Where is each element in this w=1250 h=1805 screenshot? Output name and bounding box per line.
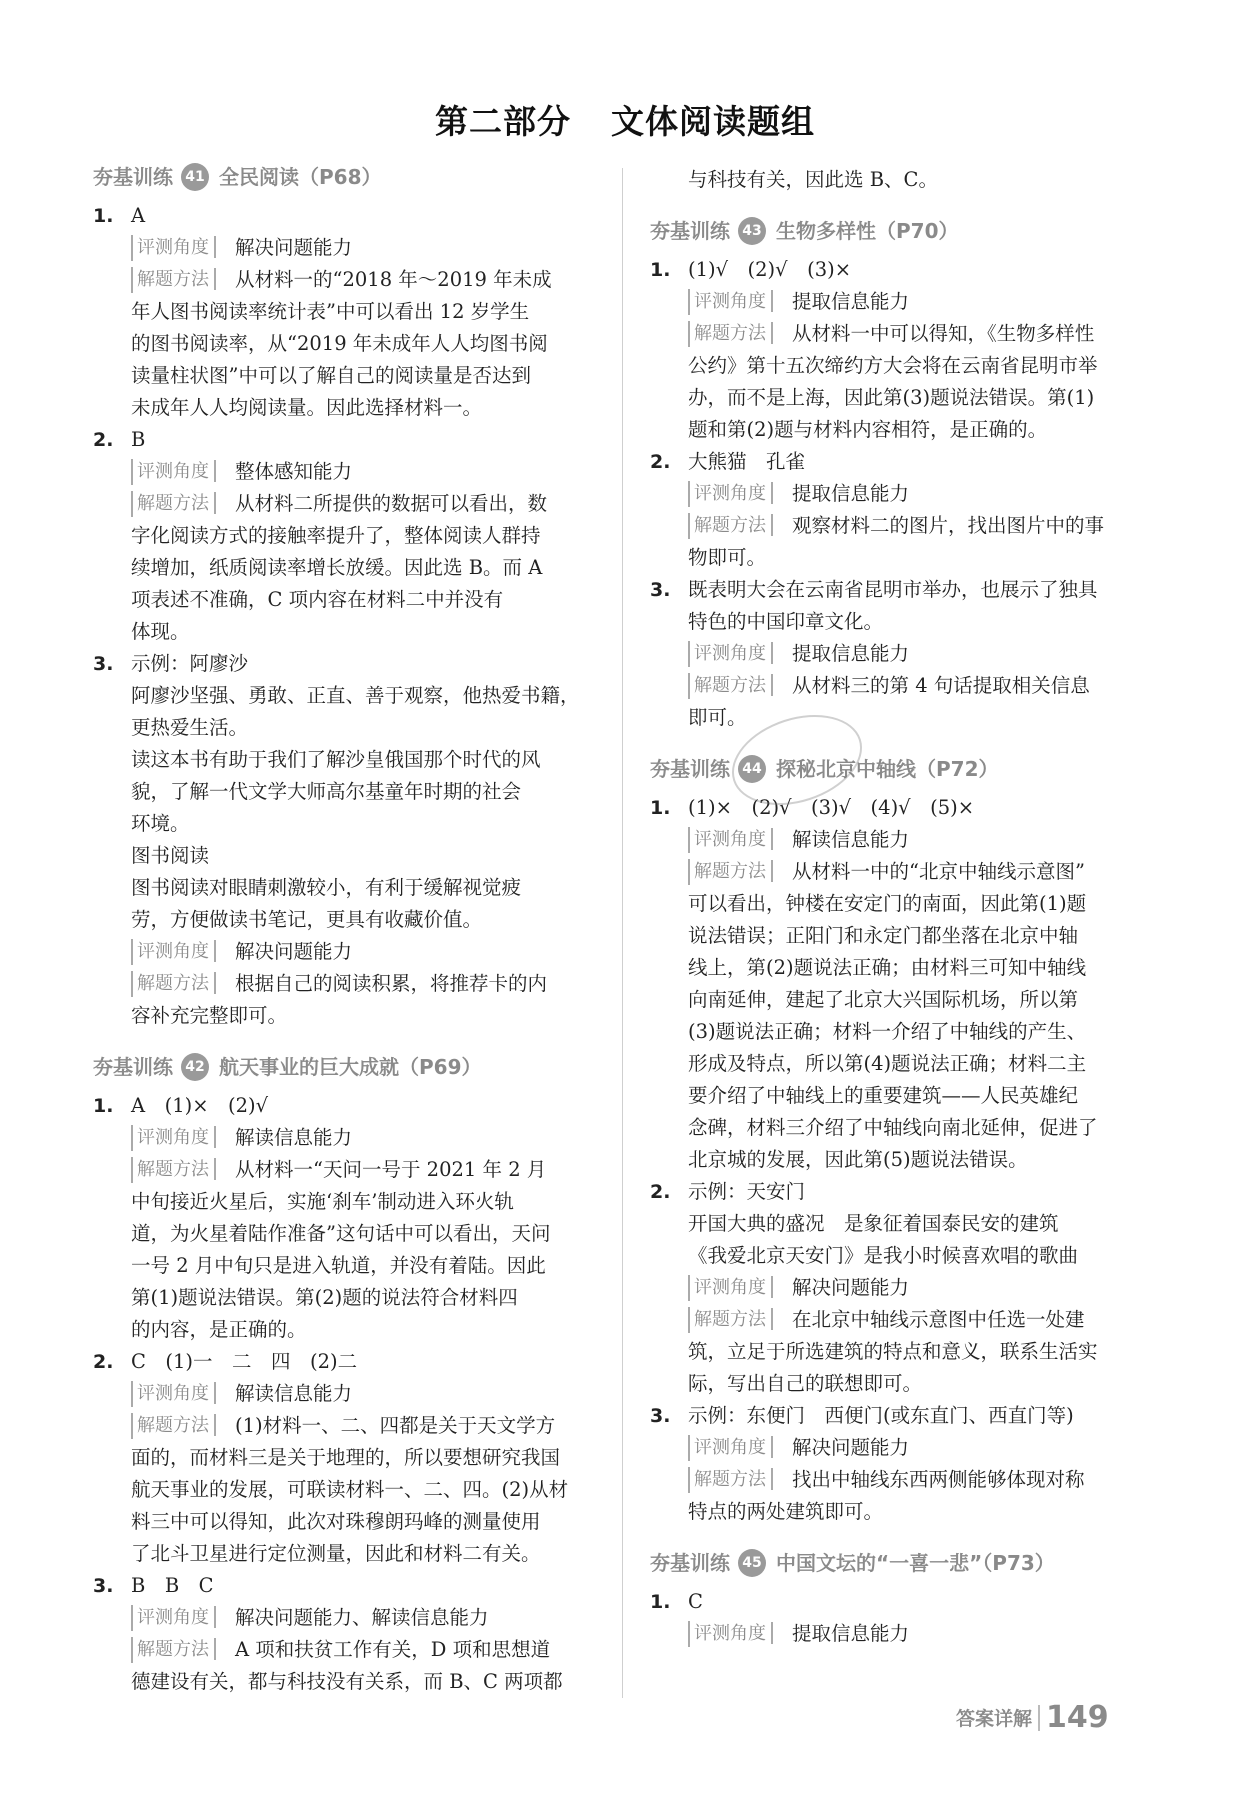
text-line: 图书阅读 [131,844,210,867]
text-line: 筑，立足于所选建筑的特点和意义，联系生活实 [688,1340,1098,1363]
text-line: 念碑，材料三介绍了中轴线向南北延伸，促进了 [688,1116,1098,1139]
assessment-text: 提取信息能力 [792,1622,910,1645]
question-43-2 [650,446,1138,574]
method-text: 从材料三的第 4 句话提取相关信息 [792,674,1090,697]
assessment-text: 解决问题能力 [235,940,353,963]
assessment-line [131,1602,581,1634]
method-text: (1)材料一、二、四都是关于天文学方 [235,1414,556,1437]
text-line: 德建设有关，都与科技没有关系，而 B、C 两项都 [131,1670,563,1693]
question-42-2 [93,1346,581,1570]
question-number: 1. [93,205,114,227]
text-line: 了北斗卫星进行定位测量，因此和材料二有关。 [131,1542,541,1565]
section-title: 中国文坛的“一喜一悲”（P73） [776,1551,1055,1575]
method-tag: 解题方法 [131,1157,216,1183]
section-number-badge: 42 [181,1053,209,1081]
answer: B [131,428,146,451]
column-divider [622,168,623,1698]
question-number: 2. [93,429,114,451]
continued-text: 与科技有关，因此选 B、C。 [688,168,938,191]
text-line: 形成及特点，所以第(4)题说法正确；材料二主 [688,1052,1087,1075]
question-43-1 [650,254,1138,446]
assessment-line [688,824,1138,856]
text-line: 年人图书阅读率统计表”中可以看出 12 岁学生 [131,300,530,323]
assessment-tag: 评测角度 [688,1275,773,1301]
method-line [688,856,1138,888]
text-line: 航天事业的发展，可联读材料一、二、四。(2)从材 [131,1478,569,1501]
answer: 开国大典的盛况 是象征着国泰民安的建筑 [688,1212,1059,1235]
text-line: 环境。 [131,812,190,835]
method-tag: 解题方法 [131,1413,216,1439]
assessment-line [688,478,1138,510]
question-number: 2. [650,451,671,473]
question-43-3 [650,574,1138,734]
method-line [131,1154,581,1186]
question-44-3 [650,1400,1138,1528]
method-line [131,488,581,520]
text-line: 特点的两处建筑即可。 [688,1500,884,1523]
question-41-3 [93,648,581,1032]
section-header-43 [650,214,1138,248]
question-number: 1. [650,259,671,281]
section-label: 夯基训练 [650,757,730,781]
left-column [93,160,581,1698]
text-line: 际，写出自己的联想即可。 [688,1372,923,1395]
text-line: 续增加，纸质阅读率增长放缓。因此选 B。而 A [131,556,543,579]
question-number: 3. [650,1405,671,1427]
answer: 《我爱北京天安门》是我小时候喜欢唱的歌曲 [688,1244,1079,1267]
method-tag: 解题方法 [688,1467,773,1493]
part-label: 第二部分 [435,102,571,141]
part-title: 文体阅读题组 [611,102,815,141]
method-tag: 解题方法 [688,513,773,539]
assessment-line [688,1272,1138,1304]
answer: C [688,1590,703,1613]
section-number-badge: 41 [181,163,209,191]
text-line: 面的，而材料三是关于地理的，所以要想研究我国 [131,1446,561,1469]
method-line [131,1634,581,1666]
assessment-line [688,1432,1138,1464]
section-number-badge: 44 [738,755,766,783]
answer: 大熊猫 孔雀 [688,450,806,473]
assessment-tag: 评测角度 [131,459,216,485]
text-line: 读这本书有助于我们了解沙皇俄国那个时代的风 [131,748,541,771]
text-line: (3)题说法正确；材料一介绍了中轴线的产生、 [688,1020,1087,1043]
method-text: 观察材料二的图片，找出图片中的事 [792,514,1105,537]
method-text: 从材料一的“2018 年～2019 年未成 [235,268,552,291]
section-header-42 [93,1050,581,1084]
text-line: 道，为火星着陆作准备”这句话中可以看出，天问 [131,1222,551,1245]
assessment-text: 解决问题能力 [792,1276,910,1299]
method-line [688,318,1138,350]
question-45-1 [650,1586,1138,1650]
method-text: 从材料一中可以得知，《生物多样性 [792,322,1095,345]
method-tag: 解题方法 [131,1637,216,1663]
method-line [131,1410,581,1442]
assessment-line [131,1122,581,1154]
method-text: 在北京中轴线示意图中任选一处建 [792,1308,1085,1331]
text-line: 线上，第(2)题说法正确；由材料三可知中轴线 [688,956,1087,979]
assessment-tag: 评测角度 [131,235,216,261]
section-header-45 [650,1546,1138,1580]
text-line: 办，而不是上海，因此第(3)题说法错误。第(1) [688,386,1095,409]
question-44-1 [650,792,1138,1176]
assessment-line [688,638,1138,670]
method-text: A 项和扶贫工作有关，D 项和思想道 [235,1638,551,1661]
question-44-2 [650,1176,1138,1400]
assessment-text: 提取信息能力 [792,290,910,313]
question-41-1 [93,200,581,424]
assessment-text: 解决问题能力 [792,1436,910,1459]
assessment-tag: 评测角度 [131,1125,216,1151]
method-line [688,1304,1138,1336]
method-text: 根据自己的阅读积累，将推荐卡的内 [235,972,548,995]
assessment-text: 解决问题能力、解读信息能力 [235,1606,489,1629]
assessment-text: 解决问题能力 [235,236,353,259]
section-number-badge: 45 [738,1549,766,1577]
answer: 示例：东便门 西便门(或东直门、西直门等) [688,1404,1074,1427]
question-number: 3. [93,653,114,675]
answer: (1)√ (2)√ (3)× [688,258,852,281]
assessment-tag: 评测角度 [688,481,773,507]
section-label: 夯基训练 [650,219,730,243]
assessment-text: 提取信息能力 [792,482,910,505]
section-title: 生物多样性（P70） [776,219,959,243]
answer: B B C [131,1574,214,1597]
text-line: 物即可。 [688,546,767,569]
text-line: 阿廖沙坚强、勇敢、正直、善于观察，他热爱书籍， [131,684,580,707]
text-line: 未成年人人均阅读量。因此选择材料一。 [131,396,483,419]
text-line: 要介绍了中轴线上的重要建筑——人民英雄纪 [688,1084,1079,1107]
section-title: 全民阅读（P68） [219,165,382,189]
text-line: 一号 2 月中旬只是进入轨道，并没有着陆。因此 [131,1254,546,1277]
section-title: 航天事业的巨大成就（P69） [219,1055,482,1079]
section-label: 夯基训练 [93,1055,173,1079]
text-line: 的图书阅读率，从“2019 年未成年人人均图书阅 [131,332,548,355]
answer: 既表明大会在云南省昆明市举办，也展示了独具 [688,578,1098,601]
method-line [688,510,1138,542]
text-line: 的内容，是正确的。 [131,1318,307,1341]
question-number: 1. [650,797,671,819]
assessment-line [131,232,581,264]
method-tag: 解题方法 [131,267,216,293]
assessment-tag: 评测角度 [688,641,773,667]
question-number: 1. [650,1591,671,1613]
text-line: 读量柱状图”中可以了解自己的阅读量是否达到 [131,364,531,387]
section-number-badge: 43 [738,217,766,245]
section-label: 夯基训练 [650,1551,730,1575]
page-number: 149 [1046,1700,1109,1735]
assessment-text: 解读信息能力 [235,1382,353,1405]
assessment-line [688,286,1138,318]
text-line: 劳，方便做读书笔记，更具有收藏价值。 [131,908,483,931]
assessment-text: 解读信息能力 [235,1126,353,1149]
text-line: 容补充完整即可。 [131,1004,288,1027]
section-header-44 [650,752,1138,786]
method-line [131,968,581,1000]
section-title: 探秘北京中轴线（P72） [776,757,999,781]
text-line: 项表述不准确，C 项内容在材料二中并没有 [131,588,504,611]
text-line: 更热爱生活。 [131,716,249,739]
method-text: 找出中轴线东西两侧能够体现对称 [792,1468,1085,1491]
page-footer [956,1700,1109,1735]
text-line: 题和第(2)题与材料内容相符，是正确的。 [688,418,1048,441]
assessment-tag: 评测角度 [688,289,773,315]
section-header-41 [93,160,581,194]
assessment-line [131,1378,581,1410]
assessment-line [131,456,581,488]
question-number: 3. [650,579,671,601]
question-42-1 [93,1090,581,1346]
footer-label: 答案详解 [956,1708,1033,1730]
method-line [131,264,581,296]
text-line: 第(1)题说法错误。第(2)题的说法符合材料四 [131,1286,518,1309]
answer: (1)× (2)√ (3)√ (4)√ (5)× [688,796,975,819]
method-tag: 解题方法 [131,491,216,517]
section-label: 夯基训练 [93,165,173,189]
text-line: 料三中可以得知，此次对珠穆朗玛峰的测量使用 [131,1510,541,1533]
question-number: 3. [93,1575,114,1597]
question-number: 2. [93,1351,114,1373]
text-line: 即可。 [688,706,747,729]
answer: 特色的中国印章文化。 [688,610,884,633]
method-tag: 解题方法 [688,673,773,699]
method-line [688,670,1138,702]
text-line: 北京城的发展，因此第(5)题说法错误。 [688,1148,1028,1171]
assessment-text: 解读信息能力 [792,828,910,851]
assessment-tag: 评测角度 [688,1621,773,1647]
question-number: 2. [650,1181,671,1203]
assessment-text: 提取信息能力 [792,642,910,665]
method-text: 从材料一“天问一号于 2021 年 2 月 [235,1158,547,1181]
text-line: 说法错误；正阳门和永定门都坐落在北京中轴 [688,924,1079,947]
answer: A [131,204,146,227]
right-column [650,164,1138,1650]
method-tag: 解题方法 [688,321,773,347]
method-tag: 解题方法 [131,971,216,997]
assessment-tag: 评测角度 [131,1605,216,1631]
assessment-tag: 评测角度 [131,1381,216,1407]
text-line: 体现。 [131,620,190,643]
text-line: 可以看出，钟楼在安定门的南面，因此第(1)题 [688,892,1087,915]
question-number: 1. [93,1095,114,1117]
text-line: 中旬接近火星后，实施‘刹车’制动进入环火轨 [131,1190,514,1213]
assessment-text: 整体感知能力 [235,460,353,483]
assessment-line [131,936,581,968]
page-title [0,96,1250,143]
method-tag: 解题方法 [688,859,773,885]
assessment-line [688,1618,1138,1650]
question-41-2 [93,424,581,648]
text-line: 貌，了解一代文学大师高尔基童年时期的社会 [131,780,522,803]
method-tag: 解题方法 [688,1307,773,1333]
answer: A (1)× (2)√ [131,1094,269,1117]
text-line: 公约》第十五次缔约方大会将在云南省昆明市举 [688,354,1098,377]
method-text: 从材料二所提供的数据可以看出，数 [235,492,548,515]
method-text: 从材料一中的“北京中轴线示意图” [792,860,1085,883]
question-42-3 [93,1570,581,1698]
assessment-tag: 评测角度 [688,1435,773,1461]
answer: C (1)一 二 四 (2)二 [131,1350,358,1373]
text-line: 图书阅读对眼睛刺激较小，有利于缓解视觉疲 [131,876,522,899]
text-line: 向南延伸，建起了北京大兴国际机场，所以第 [688,988,1079,1011]
answer: 示例：天安门 [688,1180,806,1203]
assessment-tag: 评测角度 [131,939,216,965]
text-line: 示例：阿廖沙 [131,652,249,675]
text-line: 字化阅读方式的接触率提升了，整体阅读人群持 [131,524,541,547]
assessment-tag: 评测角度 [688,827,773,853]
method-line [688,1464,1138,1496]
